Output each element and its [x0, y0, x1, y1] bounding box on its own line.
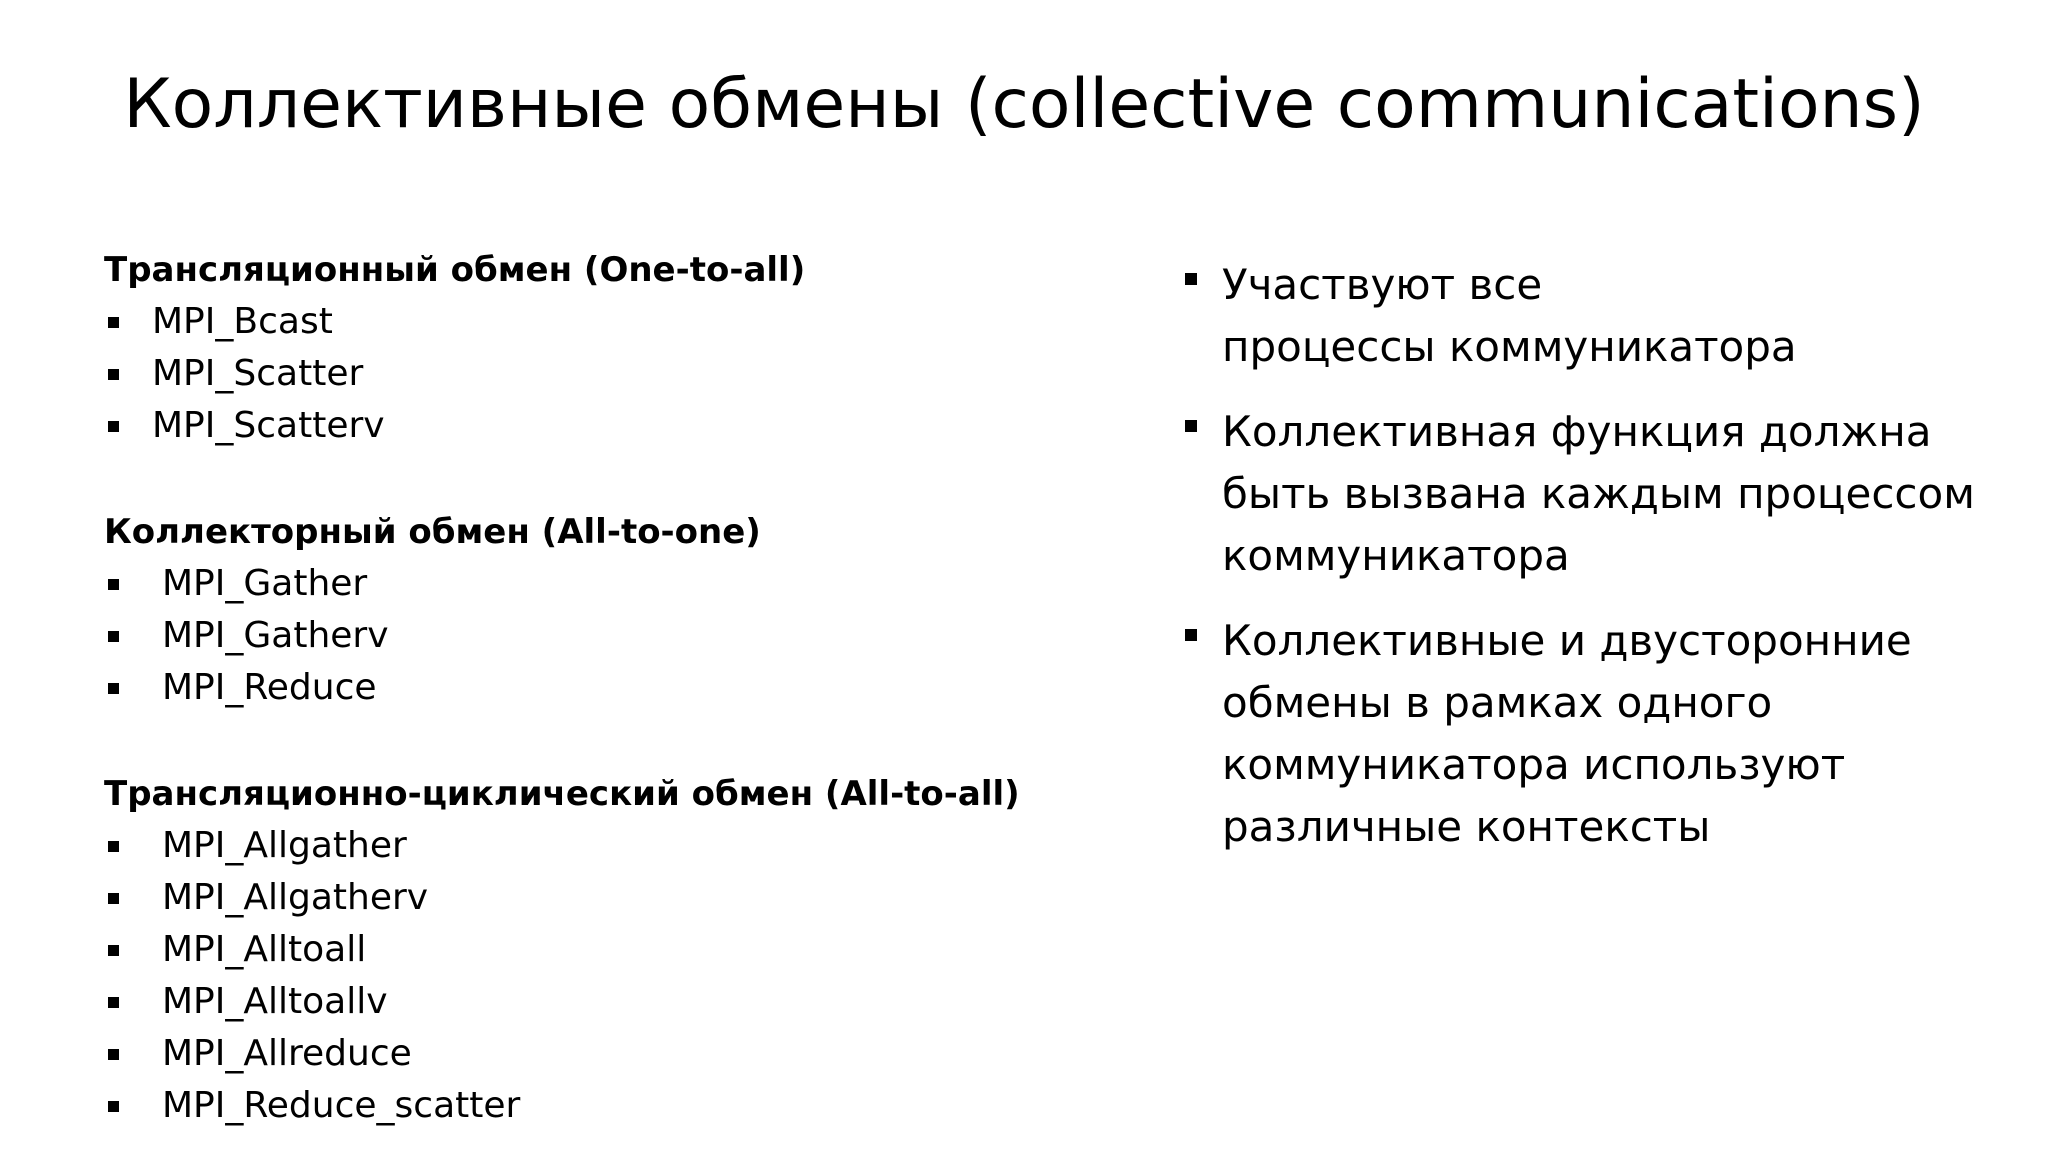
group-heading: Коллекторный обмен (All-to-one)	[104, 512, 761, 552]
list-item-label: MPI_Scatterv	[152, 405, 385, 446]
square-bullet-icon	[108, 579, 119, 590]
group-one-to-all	[104, 244, 1104, 452]
list-item	[104, 662, 1104, 714]
bullet-point	[1180, 610, 2020, 858]
mpi-function-groups	[104, 244, 1104, 1132]
list-item-label: MPI_Alltoallv	[162, 981, 388, 1022]
square-bullet-icon	[1185, 629, 1197, 641]
list-item	[104, 296, 1104, 348]
square-bullet-icon	[108, 683, 119, 694]
bullet-point	[1180, 401, 2020, 587]
list-item	[104, 1080, 1104, 1132]
bullet-point-line: обмены в рамках одного	[1222, 678, 1773, 727]
square-bullet-icon	[108, 893, 119, 904]
bullet-point-line: процессы коммуникатора	[1222, 322, 1797, 371]
bullet-point-line: Коллективная функция должна	[1222, 407, 1932, 456]
list-item	[104, 924, 1104, 976]
list-item-label: MPI_Reduce	[162, 667, 377, 708]
key-points	[1180, 254, 2020, 858]
square-bullet-icon	[108, 1049, 119, 1060]
bullet-point-line: Участвуют все	[1222, 260, 1543, 309]
list-item	[104, 558, 1104, 610]
list-item	[104, 820, 1104, 872]
list-item-label: MPI_Reduce_scatter	[162, 1085, 521, 1126]
square-bullet-icon	[108, 945, 119, 956]
list-item	[104, 610, 1104, 662]
list-item	[104, 400, 1104, 452]
bullet-point-line: быть вызвана каждым процессом	[1222, 469, 1975, 518]
square-bullet-icon	[108, 369, 119, 380]
square-bullet-icon	[1185, 273, 1197, 285]
bullet-point	[1180, 254, 2020, 378]
bullet-point-line: различные контексты	[1222, 802, 1711, 851]
list-item	[104, 872, 1104, 924]
square-bullet-icon	[108, 317, 119, 328]
list-item-label: MPI_Scatter	[152, 353, 364, 394]
list-item-label: MPI_Bcast	[152, 301, 333, 342]
square-bullet-icon	[108, 997, 119, 1008]
square-bullet-icon	[108, 1101, 119, 1112]
group-all-to-one	[104, 506, 1104, 714]
bullet-point-line: коммуникатора используют	[1222, 740, 1846, 789]
list-item-label: MPI_Gather	[162, 563, 368, 604]
bullet-point-line: коммуникатора	[1222, 531, 1570, 580]
square-bullet-icon	[1185, 420, 1197, 432]
list-item-label: MPI_Allgatherv	[162, 877, 429, 918]
list-item-label: MPI_Allreduce	[162, 1033, 412, 1074]
square-bullet-icon	[108, 421, 119, 432]
slide-title: Коллективные обмены (collective communications)	[123, 65, 1925, 144]
list-item-label: MPI_Alltoall	[162, 929, 367, 970]
list-item	[104, 976, 1104, 1028]
list-item-label: MPI_Allgather	[162, 825, 407, 866]
square-bullet-icon	[108, 841, 119, 852]
list-item	[104, 348, 1104, 400]
group-all-to-all	[104, 768, 1104, 1132]
list-item-label: MPI_Gatherv	[162, 615, 389, 656]
group-heading: Трансляционно-циклический обмен (All-to-all)	[104, 774, 1020, 814]
group-heading: Трансляционный обмен (One-to-all)	[104, 250, 806, 290]
bullet-point-line: Коллективные и двусторонние	[1222, 616, 1912, 665]
list-item	[104, 1028, 1104, 1080]
square-bullet-icon	[108, 631, 119, 642]
